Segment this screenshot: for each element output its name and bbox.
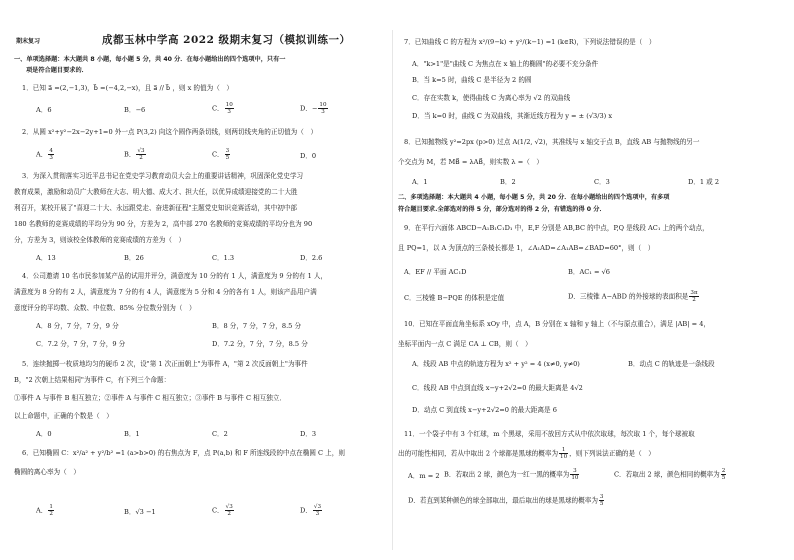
q9-d-den: 2	[692, 297, 696, 303]
column-divider	[392, 30, 393, 550]
q1-option-d-fraction	[318, 102, 327, 115]
q1-option-c-fraction	[225, 102, 234, 115]
q11-option-c	[614, 468, 727, 481]
q6-c-num: √3	[225, 504, 233, 510]
q6-option-d	[300, 504, 323, 517]
q1-d-den: 3	[321, 109, 325, 115]
q9-option-a: A．EF // 平面 AC₁D	[404, 268, 467, 276]
q2-option-d: D．0	[300, 152, 317, 160]
q1-stem: 1．已知 a⃗ =(2,−1,3)，b⃗ =(−4,2,−x)，且 a⃗ // b⃗ ，则 x 的值为（ ）	[22, 84, 233, 92]
q2-a-den: 3	[49, 155, 53, 161]
q7-option-c: C．存在实数 k，使得曲线 C 为离心率为 √2 的双曲线	[412, 94, 571, 102]
q2-option-c	[212, 148, 231, 161]
q1-option-c	[212, 102, 235, 115]
q6-d-fraction	[313, 504, 322, 517]
q6-a-den: 2	[49, 511, 53, 517]
q7-stem: 7．已知曲线 C 的方程为 x²/(9−k) + y²/(k−1) =1 (k∈R)，下列说法错误的是（ ）	[404, 38, 656, 46]
q1-option-b: B．−6	[124, 106, 146, 114]
q6-line-2: 椭圆的离心率为（ ）	[14, 468, 80, 476]
q2-a-fraction	[48, 148, 54, 161]
q3-line-2: 教育成果，激励和动员广大教师在大志、明大德、成大才、担大任，以优异成绩迎接党的二十大胜	[14, 188, 298, 196]
q2-option-b	[124, 148, 147, 161]
q11-l2-den: 10	[560, 454, 568, 460]
section1-heading: 一、单项选择题：本大题共 8 小题，每小题 5 分，共 40 分．在每小题给出的四个选项中，只有一	[14, 56, 286, 63]
q5-option-c: C．2	[212, 430, 228, 438]
q10-option-b: B．动点 C 的轨迹是一条线段	[628, 360, 715, 368]
q6-option-c	[212, 504, 235, 517]
q4-line-3: 意度评分的平均数、众数、中位数、85% 分位数分别为（ ）	[14, 304, 196, 312]
section2-heading-cont: 符合题目要求.全部选对的得 5 分，部分选对的得 2 分，有错选的得 0 分．	[398, 206, 606, 213]
q3-option-a: A．13	[36, 254, 56, 262]
q9-option-d	[568, 290, 700, 303]
q8-option-d: D．1 或 2	[688, 178, 720, 186]
q4-line-2: 满意度为 8 分的有 2 人，满意度为 7 分的有 4 人，满意度为 5 分和 4 分的各有 1 人，则该产品用户满	[14, 288, 317, 296]
q11-d-den: 5	[599, 501, 604, 507]
q1-option-a: A．6	[36, 106, 52, 114]
q3-option-c: C．1.3	[212, 254, 235, 262]
q6-a-label: A．	[36, 506, 48, 515]
q1-d-num: 10	[319, 102, 327, 108]
q2-c-fraction	[225, 148, 231, 161]
q11-d-label: D．若直到某种颜色的球全部取出，最后取出的球是黑球的概率为	[408, 496, 598, 505]
page-title: 成都玉林中学高 2022 级期末复习（模拟训练一）	[102, 34, 351, 46]
q4-option-a: A．8 分，7 分，7 分，9 分	[36, 322, 119, 330]
q5-option-d: D．3	[300, 430, 317, 438]
q9-d-label: D．三棱锥 A−ABD 的外接球的表面积是	[568, 292, 689, 301]
q2-a-num: 4	[49, 148, 53, 154]
q1-c-den: 3	[227, 109, 231, 115]
q11-line-1: 11．一个袋子中有 3 个红球，m 个黑球，采用不放回方式从中依次取球，每次取 1 个，每个球被取	[404, 430, 695, 438]
q4-line-1: 4．公司邀请 10 名市民参加某产品的试用并评分，满意度为 10 分的有 1 人，满意度为 9 分的有 1 人，	[22, 272, 328, 280]
q3-option-d: D．2.6	[300, 254, 323, 262]
q9-option-c: C．三棱锥 B−PQE 的体积是定值	[404, 294, 505, 302]
q2-c-num: 3	[225, 148, 230, 154]
section2-heading: 二、多项选择题：本大题共 4 小题，每小题 5 分，共 20 分．在每小题给出的四个选项中，有多项	[398, 194, 670, 201]
q6-d-den: 3	[315, 511, 320, 517]
q8-option-b: B．2	[500, 178, 516, 186]
q7-option-b: B．当 k=5 时，曲线 C 是半径为 2 的圆	[412, 76, 532, 84]
q6-option-b: B．√3 −1	[124, 508, 156, 516]
q11-b-label: B．若取出 2 球，颜色为一红一黑的概率为	[444, 470, 570, 479]
q10-option-c: C．线段 AB 中点到直线 x−y+2√2=0 的最大距离是 4√2	[412, 384, 583, 392]
q8-line-1: 8．已知抛物线 y²=2px (p>0) 过点 A(1/2, √2)，其准线与 x 轴交于点 B，直线 AB 与抛物线的另一	[404, 138, 700, 146]
q6-a-num: 1	[49, 504, 53, 510]
q11-c-fraction	[721, 468, 727, 481]
q1-option-c-label: C．	[212, 104, 224, 113]
q11-option-d	[408, 494, 605, 507]
q11-d-num: 3	[599, 494, 604, 500]
q2-b-den: 2	[139, 155, 143, 161]
left-column	[14, 0, 386, 560]
q6-line-1: 6．已知椭圆 C：x²/a² + y²/b² =1 (a>b>0) 的右焦点为 F，点 P(a,b) 和 F 所连线段的中点在椭圆 C 上，则	[22, 449, 345, 457]
q11-option-a: A．m = 2	[408, 472, 440, 480]
q4-option-c: C．7.2 分，7 分，7 分，9 分	[36, 340, 126, 348]
q6-c-fraction	[225, 504, 234, 517]
q11-b-fraction	[570, 468, 579, 481]
q1-c-num: 10	[225, 102, 233, 108]
q3-line-1: 3．为深入贯彻落实习近平总书记在党史学习教育动员大会上的重要讲话精神，巩固深化党史学习	[22, 172, 304, 180]
q10-option-a: A．线段 AB 中点的轨迹方程为 x² + y² = 4 (x≠0, y≠0)	[412, 360, 580, 368]
q5-option-a: A．0	[36, 430, 52, 438]
q9-line-2: 且 PQ=1，以 A 为顶点的三条棱长都是 1，∠A₁AD=∠A₁AB=∠BAD=60°，则（ ）	[398, 244, 655, 252]
q5-line-4: 以上命题中，正确的个数是（ ）	[14, 412, 113, 420]
q3-line-5: 分，方差为 3，则该校全体教师的竞赛成绩的方差为（ ）	[14, 236, 186, 244]
q11-c-den: 5	[721, 475, 726, 481]
q6-c-den: 2	[227, 511, 231, 517]
q5-line-2: B，"2 次朝上结果相同"为事件 C，有下列三个命题：	[14, 376, 171, 384]
q11-b-num: 3	[570, 468, 579, 475]
q9-d-num: 3π	[690, 290, 698, 296]
q3-option-b: B．26	[124, 254, 144, 262]
q11-line-2	[398, 447, 655, 460]
q11-option-b	[444, 468, 580, 481]
q6-option-a	[36, 504, 55, 517]
q11-l2-post: ，则下列说法正确的是（ ）	[569, 449, 655, 458]
q6-d-num: √3	[313, 504, 322, 510]
q3-line-3: 利召开，某校开展了"喜迎二十大、永远跟党走、奋进新征程"主题党史知识竞赛活动，其中初中部	[14, 204, 298, 212]
q5-line-1: 5．连续抛掷一枚质地均匀的硬币 2 次，设"第 1 次正面朝上"为事件 A，"第 2 次反面朝上"为事件	[22, 360, 308, 368]
q11-b-den: 10	[571, 475, 579, 481]
right-column	[398, 0, 782, 560]
q11-l2-num: 1	[559, 447, 568, 454]
q10-line-2: 坐标平面内一点 C 满足 CA ⊥ CB，则（ ）	[398, 340, 532, 348]
q11-l2-fraction	[559, 447, 568, 460]
q2-b-fraction	[136, 148, 145, 161]
q11-l2-pre: 出的可能性相同，若从中取出 2 个球都是黑球的概率为	[398, 449, 559, 458]
q2-b-label: B．	[124, 150, 136, 159]
q3-line-4: 180 名教师的竞赛成绩的平均分为 90 分，方差为 2，高中部 270 名教师的竞赛成绩的平均分也为 90	[14, 220, 313, 228]
q9-d-fraction	[689, 290, 698, 303]
q10-line-1: 10．已知在平面直角坐标系 xOy 中，点 A，B 分别在 x 轴和 y 轴上（不与原点重合），满足 |AB| = 4，	[404, 320, 711, 328]
q2-a-label: A．	[36, 150, 48, 159]
q5-line-3: ①事件 A 与事件 B 相互独立；②事件 A 与事件 C 相互独立；③事件 B 与事件 C 相互独立．	[14, 394, 287, 402]
q4-option-b: B．8 分，7 分，7 分，8.5 分	[212, 322, 302, 330]
section1-heading-cont: 项是符合题目要求的．	[26, 67, 88, 74]
q2-stem: 2．从圆 x²+y²−2x−2y+1=0 外一点 P(3,2) 向这个圆作两条切线，则两切线夹角的正切值为（ ）	[22, 128, 318, 136]
q2-c-label: C．	[212, 150, 224, 159]
q6-a-fraction	[48, 504, 54, 517]
q2-option-a	[36, 148, 55, 161]
q7-option-d: D．当 k=0 时，曲线 C 为双曲线，其渐近线方程为 y = ± (√3/3) x	[412, 112, 613, 120]
q9-line-1: 9．在平行六面体 ABCD−A₁B₁C₁D₁ 中，E,F 分别是 AB,BC 的中点，P,Q 是线段 AC₁ 上的两个动点，	[404, 224, 709, 232]
q2-b-num: √3	[137, 148, 145, 154]
q10-option-d: D．动点 C 到直线 x−y+2√2=0 的最大距离是 6	[412, 406, 557, 414]
q8-option-a: A．1	[412, 178, 428, 186]
q1-option-d-label: D．−	[300, 104, 318, 113]
q11-d-fraction	[599, 494, 605, 507]
q7-option-a: A．"k>1"是"曲线 C 为焦点在 x 轴上的椭圆"的必要不充分条件	[412, 60, 599, 68]
q1-option-d	[300, 102, 329, 115]
q6-c-label: C．	[212, 506, 224, 515]
q8-line-2: 个交点为 M，若 MB⃗ = λAB⃗，则实数 λ =（ ）	[398, 158, 544, 166]
q4-option-d: D．7.2 分，7 分，7 分，8.5 分	[212, 340, 308, 348]
q6-d-label: D．	[300, 506, 312, 515]
q11-c-label: C．若取出 2 球，颜色相同的概率为	[614, 470, 720, 479]
q2-c-den: 5	[225, 155, 230, 161]
q8-option-c: C．3	[594, 178, 610, 186]
header-tag: 期末复习	[16, 38, 41, 45]
q5-option-b: B．1	[124, 430, 140, 438]
q11-c-num: 2	[721, 468, 726, 474]
q9-option-b: B．AC₁ = √6	[568, 268, 611, 276]
